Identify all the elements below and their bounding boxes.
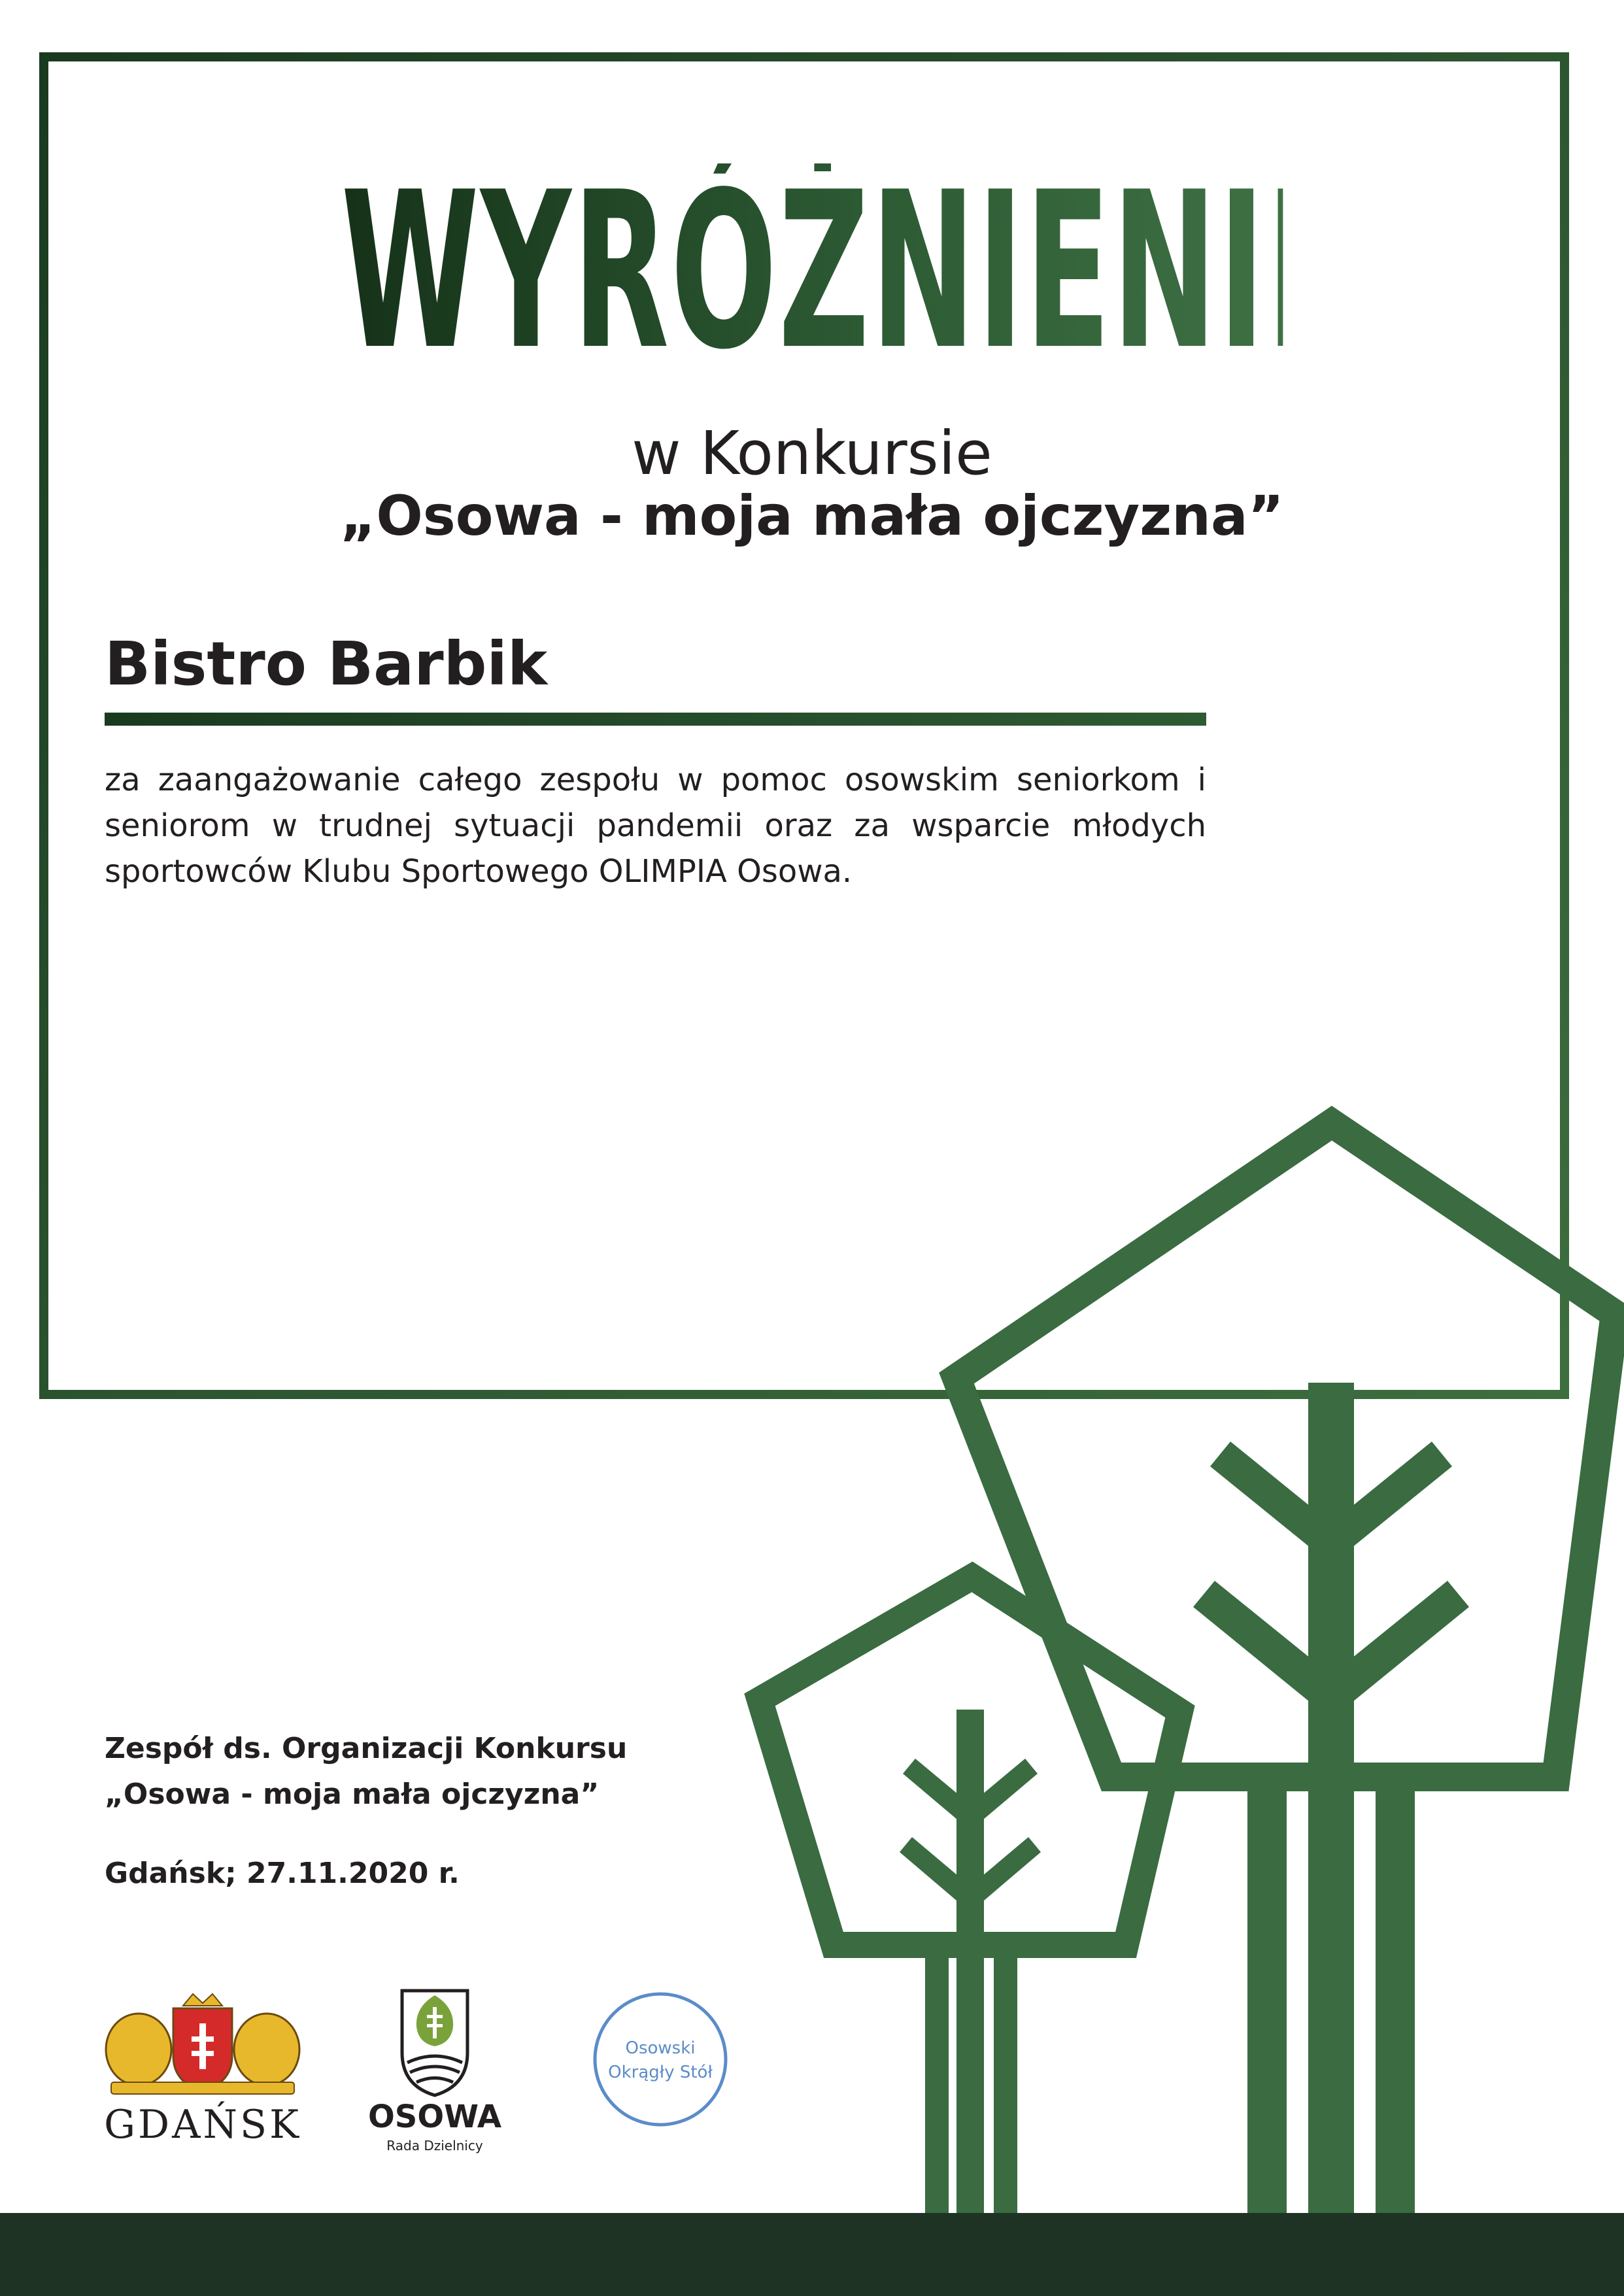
certificate-title: WYRÓŻNIENIE [341,146,1354,397]
osowa-subtitle: Rada Dzielnicy [386,2138,483,2153]
big-tree-trunk [1193,1383,1469,2213]
okragly-stol-logo [562,1961,758,2157]
certificate-subtitle: w Konkursie [632,418,992,488]
gdansk-logo [98,1987,307,2148]
recipient-name: Bistro Barbik [105,629,548,699]
osowa-shield-icon [356,1981,513,2099]
organizer-line-2: „Osowa - moja mała ojczyzna” [105,1778,600,1811]
organizer-block [105,1726,627,1817]
organizer-line-1: Zespół ds. Organizacji Konkursu [105,1732,628,1765]
small-tree-trunk [900,1710,1041,2213]
stol-line-1: Osowski [625,2038,696,2058]
gdansk-wordmark: GDAŃSK [104,2102,301,2148]
osowa-logo [356,1981,513,2151]
osowa-wordmark: OSOWA [367,2099,502,2135]
contest-name: „Osowa - moja mała ojczyzna” [340,484,1284,548]
issue-date: Gdańsk; 27.11.2020 r. [105,1857,460,1890]
gdansk-coat-of-arms-icon [98,1987,307,2099]
circle-icon [562,1961,758,2157]
award-description: za zaangażowanie całego zespołu w pomoc osowskim seniorkom i seniorom w trudnej sytuacji pandemii oraz za wsparcie młodych sportowców Klubu Sportowego OLIMPIA Osowa. [105,762,1206,890]
footer-bar [0,2213,1624,2296]
stol-line-2: Okrągły Stół [608,2063,713,2082]
